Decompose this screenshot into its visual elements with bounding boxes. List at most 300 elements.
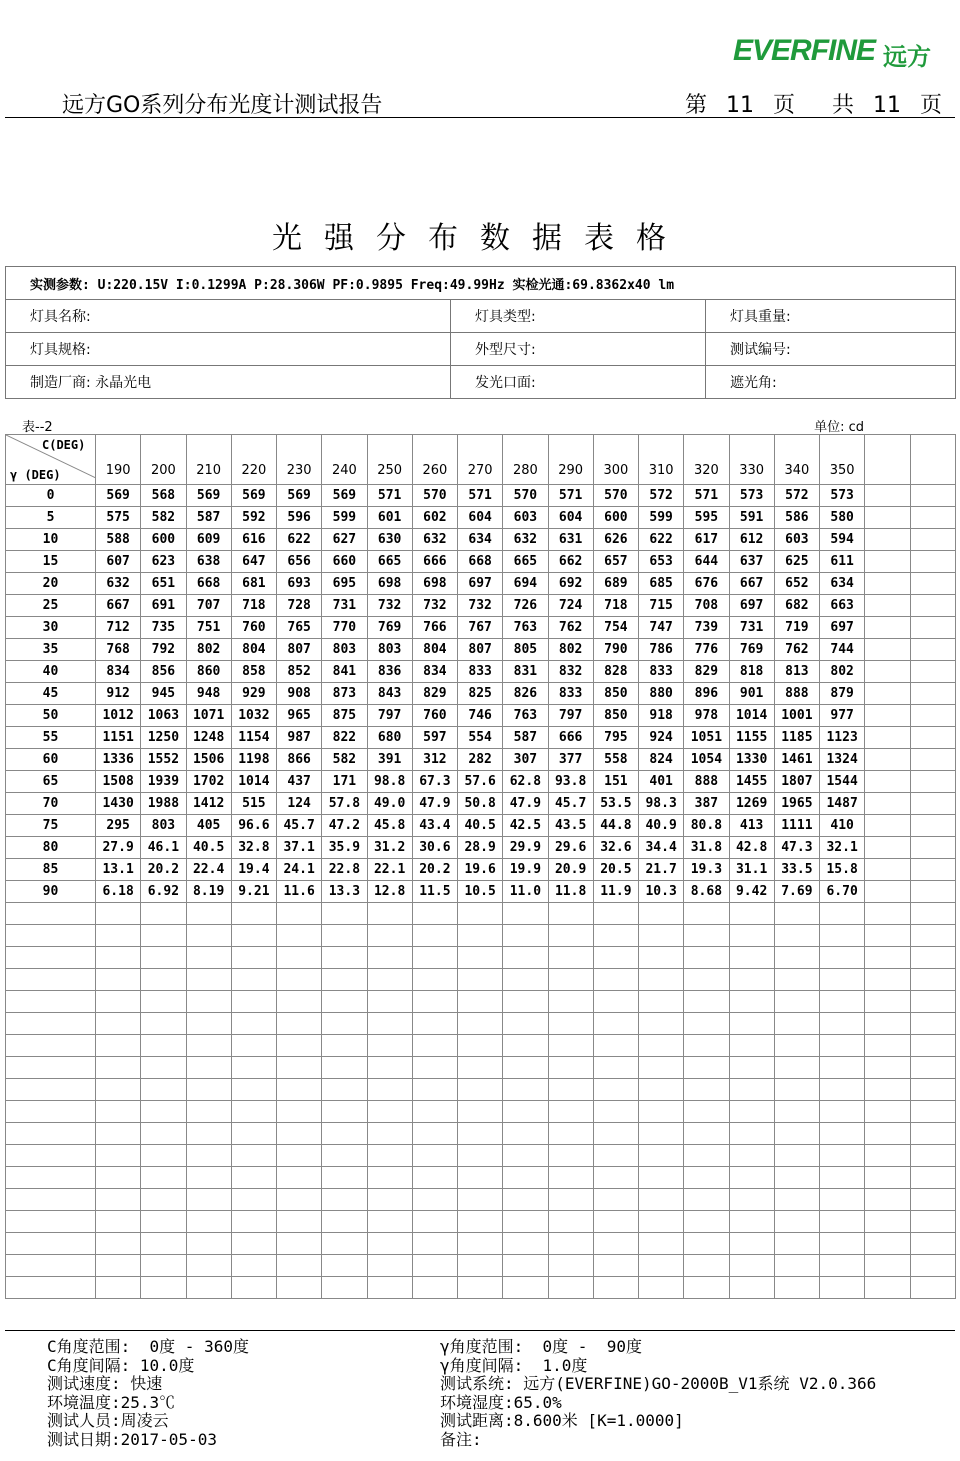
empty-cell	[277, 1057, 322, 1079]
empty-cell	[367, 1013, 412, 1035]
empty-cell	[910, 595, 956, 617]
empty-cell	[412, 1123, 457, 1145]
value-cell: 879	[820, 683, 865, 705]
empty-cell	[729, 1145, 774, 1167]
empty-cell	[458, 1167, 503, 1189]
empty-cell	[6, 1277, 96, 1299]
value-cell: 377	[548, 749, 593, 771]
gamma-cell: 80	[6, 837, 96, 859]
empty-cell	[548, 925, 593, 947]
empty-cell	[141, 1145, 186, 1167]
gamma-cell: 85	[6, 859, 96, 881]
empty-cell	[6, 1123, 96, 1145]
empty-cell	[141, 1277, 186, 1299]
value-cell: 945	[141, 683, 186, 705]
value-cell: 731	[729, 617, 774, 639]
value-cell: 803	[141, 815, 186, 837]
empty-cell	[910, 749, 956, 771]
empty-cell	[548, 1277, 593, 1299]
value-cell: 834	[96, 661, 141, 683]
value-cell: 768	[96, 639, 141, 661]
empty-cell	[503, 1277, 548, 1299]
value-cell: 588	[96, 529, 141, 551]
value-cell: 37.1	[277, 837, 322, 859]
empty-cell	[910, 661, 956, 683]
value-cell: 732	[458, 595, 503, 617]
empty-cell	[729, 1255, 774, 1277]
empty-cell	[231, 1123, 276, 1145]
page-number: 11	[725, 93, 754, 118]
empty-cell	[367, 925, 412, 947]
table-row	[6, 705, 956, 727]
value-cell: 776	[684, 639, 729, 661]
empty-cell	[593, 1277, 638, 1299]
empty-cell	[910, 551, 956, 573]
value-cell: 1430	[96, 793, 141, 815]
empty-cell	[231, 1189, 276, 1211]
value-cell: 22.1	[367, 859, 412, 881]
footer-right-line: γ角度间隔: 1.0度	[440, 1355, 588, 1375]
empty-cell	[910, 815, 956, 837]
empty-cell	[729, 1101, 774, 1123]
value-cell: 697	[458, 573, 503, 595]
empty-cell	[910, 1277, 956, 1299]
empty-cell	[774, 903, 819, 925]
empty-cell	[548, 1255, 593, 1277]
empty-cell	[910, 947, 956, 969]
value-cell: 622	[277, 529, 322, 551]
empty-cell	[548, 947, 593, 969]
value-cell: 632	[96, 573, 141, 595]
value-cell: 888	[684, 771, 729, 793]
empty-cell	[322, 947, 367, 969]
value-cell: 587	[503, 727, 548, 749]
value-cell: 1330	[729, 749, 774, 771]
empty-cell	[231, 1035, 276, 1057]
empty-cell	[684, 1035, 729, 1057]
value-cell: 601	[367, 507, 412, 529]
empty-cell	[231, 947, 276, 969]
empty-cell	[367, 903, 412, 925]
value-cell: 569	[322, 485, 367, 507]
empty-cell	[231, 903, 276, 925]
empty-cell	[548, 1057, 593, 1079]
value-cell: 626	[593, 529, 638, 551]
empty-cell	[322, 1101, 367, 1123]
value-cell: 760	[412, 705, 457, 727]
value-cell: 1461	[774, 749, 819, 771]
empty-cell	[503, 1145, 548, 1167]
value-cell: 824	[639, 749, 684, 771]
empty-cell	[774, 1123, 819, 1145]
empty-row	[6, 1123, 956, 1145]
empty-cell	[910, 1123, 956, 1145]
value-cell: 833	[639, 661, 684, 683]
empty-cell	[322, 903, 367, 925]
empty-cell	[367, 1035, 412, 1057]
empty-cell	[593, 1233, 638, 1255]
empty-cell	[322, 991, 367, 1013]
empty-cell	[910, 881, 956, 903]
empty-cell	[910, 969, 956, 991]
value-cell: 7.69	[774, 881, 819, 903]
table-row	[6, 595, 956, 617]
empty-cell	[458, 1101, 503, 1123]
empty-cell	[910, 1233, 956, 1255]
value-cell: 40.5	[458, 815, 503, 837]
value-cell: 592	[231, 507, 276, 529]
empty-cell	[865, 1035, 910, 1057]
lamp-type: 灯具类型:	[451, 300, 706, 333]
empty-cell	[141, 1101, 186, 1123]
empty-cell	[820, 1211, 865, 1233]
value-cell: 1051	[684, 727, 729, 749]
empty-cell	[186, 1013, 231, 1035]
empty-cell	[820, 903, 865, 925]
empty-cell	[367, 1145, 412, 1167]
empty-row	[6, 1013, 956, 1035]
empty-cell	[729, 1057, 774, 1079]
empty-cell	[729, 1277, 774, 1299]
value-cell: 697	[729, 595, 774, 617]
gamma-cell: 65	[6, 771, 96, 793]
empty-cell	[774, 1101, 819, 1123]
value-cell: 888	[774, 683, 819, 705]
value-cell: 804	[231, 639, 276, 661]
table-row	[6, 859, 956, 881]
empty-row	[6, 1167, 956, 1189]
value-cell: 763	[503, 617, 548, 639]
empty-cell	[96, 1189, 141, 1211]
empty-cell	[910, 1035, 956, 1057]
empty-cell	[322, 1123, 367, 1145]
empty-cell	[277, 1035, 322, 1057]
empty-cell	[231, 969, 276, 991]
empty-cell	[774, 925, 819, 947]
empty-cell	[186, 925, 231, 947]
empty-cell	[458, 1277, 503, 1299]
footer-left-line: 测试速度: 快速	[47, 1374, 163, 1393]
value-cell: 587	[186, 507, 231, 529]
value-cell: 603	[503, 507, 548, 529]
gamma-cell: 0	[6, 485, 96, 507]
empty-cell	[503, 1233, 548, 1255]
value-cell: 571	[458, 485, 503, 507]
empty-cell	[548, 1211, 593, 1233]
value-cell: 609	[186, 529, 231, 551]
empty-cell	[548, 991, 593, 1013]
value-cell: 850	[593, 683, 638, 705]
dimensions: 外型尺寸:	[451, 333, 706, 366]
total-pages: 11	[872, 93, 901, 118]
empty-cell	[231, 1057, 276, 1079]
value-cell: 312	[412, 749, 457, 771]
empty-cell	[322, 1255, 367, 1277]
value-cell: 1544	[820, 771, 865, 793]
footer-left-line: C角度范围: 0度 - 360度	[47, 1337, 249, 1356]
gamma-cell: 25	[6, 595, 96, 617]
value-cell: 515	[231, 793, 276, 815]
empty-cell	[639, 969, 684, 991]
empty-cell	[503, 1101, 548, 1123]
value-cell: 573	[729, 485, 774, 507]
value-cell: 98.8	[367, 771, 412, 793]
value-cell: 829	[412, 683, 457, 705]
empty-cell	[458, 947, 503, 969]
empty-cell	[231, 1277, 276, 1299]
empty-cell	[6, 991, 96, 1013]
empty-cell	[593, 1189, 638, 1211]
total-prefix: 共	[831, 93, 854, 118]
empty-cell	[186, 991, 231, 1013]
value-cell: 405	[186, 815, 231, 837]
value-cell: 49.0	[367, 793, 412, 815]
empty-cell	[277, 925, 322, 947]
empty-column-header	[910, 435, 956, 485]
table-row	[6, 683, 956, 705]
empty-cell	[865, 705, 910, 727]
value-cell: 1506	[186, 749, 231, 771]
value-cell: 599	[322, 507, 367, 529]
empty-row	[6, 1233, 956, 1255]
value-cell: 600	[141, 529, 186, 551]
empty-cell	[367, 1057, 412, 1079]
table-row	[6, 749, 956, 771]
empty-cell	[593, 1123, 638, 1145]
empty-cell	[503, 1035, 548, 1057]
empty-cell	[593, 1057, 638, 1079]
value-cell: 44.8	[593, 815, 638, 837]
column-header: 300	[593, 435, 638, 485]
footer-right-line: 测试距离:8.600米 [K=1.0000]	[440, 1411, 684, 1430]
value-cell: 8.19	[186, 881, 231, 903]
value-cell: 1336	[96, 749, 141, 771]
gamma-cell: 10	[6, 529, 96, 551]
empty-cell	[6, 1145, 96, 1167]
table-row	[6, 573, 956, 595]
empty-cell	[684, 1145, 729, 1167]
empty-cell	[639, 1277, 684, 1299]
empty-cell	[322, 1013, 367, 1035]
empty-cell	[729, 1167, 774, 1189]
empty-cell	[503, 947, 548, 969]
value-cell: 413	[729, 815, 774, 837]
empty-cell	[684, 1211, 729, 1233]
footer-right-line: 测试系统: 远方(EVERFINE)GO-2000B_V1系统 V2.0.366	[440, 1374, 877, 1393]
value-cell: 10.5	[458, 881, 503, 903]
value-cell: 1155	[729, 727, 774, 749]
empty-cell	[367, 1189, 412, 1211]
empty-cell	[684, 991, 729, 1013]
empty-cell	[593, 1035, 638, 1057]
corner-header	[6, 435, 96, 485]
empty-cell	[367, 1167, 412, 1189]
value-cell: 712	[96, 617, 141, 639]
empty-cell	[277, 1013, 322, 1035]
empty-cell	[639, 1211, 684, 1233]
empty-cell	[141, 903, 186, 925]
empty-cell	[865, 881, 910, 903]
empty-row	[6, 903, 956, 925]
empty-cell	[729, 1035, 774, 1057]
value-cell: 841	[322, 661, 367, 683]
value-cell: 634	[820, 573, 865, 595]
value-cell: 732	[412, 595, 457, 617]
empty-cell	[593, 925, 638, 947]
value-cell: 9.21	[231, 881, 276, 903]
value-cell: 708	[684, 595, 729, 617]
value-cell: 580	[820, 507, 865, 529]
value-cell: 965	[277, 705, 322, 727]
value-cell: 8.68	[684, 881, 729, 903]
empty-cell	[367, 1123, 412, 1145]
empty-cell	[729, 1233, 774, 1255]
empty-cell	[910, 617, 956, 639]
value-cell: 12.8	[367, 881, 412, 903]
empty-cell	[684, 1101, 729, 1123]
empty-cell	[820, 947, 865, 969]
empty-cell	[458, 1255, 503, 1277]
value-cell: 437	[277, 771, 322, 793]
value-cell: 43.4	[412, 815, 457, 837]
value-cell: 387	[684, 793, 729, 815]
value-cell: 622	[639, 529, 684, 551]
value-cell: 32.6	[593, 837, 638, 859]
empty-cell	[6, 1013, 96, 1035]
value-cell: 843	[367, 683, 412, 705]
value-cell: 171	[322, 771, 367, 793]
value-cell: 1455	[729, 771, 774, 793]
gamma-cell: 70	[6, 793, 96, 815]
value-cell: 571	[548, 485, 593, 507]
value-cell: 698	[367, 573, 412, 595]
value-cell: 695	[322, 573, 367, 595]
empty-cell	[774, 1013, 819, 1035]
empty-cell	[865, 1013, 910, 1035]
empty-cell	[277, 1211, 322, 1233]
column-header: 330	[729, 435, 774, 485]
value-cell: 554	[458, 727, 503, 749]
empty-cell	[367, 1233, 412, 1255]
value-cell: 62.8	[503, 771, 548, 793]
empty-cell	[412, 947, 457, 969]
value-cell: 697	[820, 617, 865, 639]
empty-cell	[186, 1233, 231, 1255]
value-cell: 852	[277, 661, 322, 683]
empty-cell	[593, 1211, 638, 1233]
empty-cell	[322, 1233, 367, 1255]
value-cell: 595	[684, 507, 729, 529]
value-cell: 67.3	[412, 771, 457, 793]
value-cell: 53.5	[593, 793, 638, 815]
empty-cell	[865, 529, 910, 551]
value-cell: 1032	[231, 705, 276, 727]
empty-cell	[865, 969, 910, 991]
empty-cell	[865, 595, 910, 617]
empty-cell	[186, 969, 231, 991]
value-cell: 828	[593, 661, 638, 683]
empty-row	[6, 947, 956, 969]
empty-cell	[367, 991, 412, 1013]
empty-cell	[367, 969, 412, 991]
lamp-weight: 灯具重量:	[706, 300, 956, 333]
value-cell: 32.1	[820, 837, 865, 859]
value-cell: 803	[322, 639, 367, 661]
value-cell: 603	[774, 529, 819, 551]
page-prefix: 第	[684, 93, 707, 118]
value-cell: 760	[231, 617, 276, 639]
gamma-cell: 5	[6, 507, 96, 529]
empty-cell	[684, 1167, 729, 1189]
value-cell: 558	[593, 749, 638, 771]
gamma-cell: 90	[6, 881, 96, 903]
empty-cell	[729, 991, 774, 1013]
empty-cell	[367, 1101, 412, 1123]
value-cell: 681	[231, 573, 276, 595]
value-cell: 31.8	[684, 837, 729, 859]
empty-cell	[412, 969, 457, 991]
value-cell: 735	[141, 617, 186, 639]
value-cell: 42.5	[503, 815, 548, 837]
empty-cell	[322, 1057, 367, 1079]
empty-cell	[412, 925, 457, 947]
value-cell: 295	[96, 815, 141, 837]
value-cell: 30.6	[412, 837, 457, 859]
value-cell: 19.9	[503, 859, 548, 881]
value-cell: 21.7	[639, 859, 684, 881]
empty-cell	[548, 1145, 593, 1167]
empty-cell	[412, 1145, 457, 1167]
empty-cell	[865, 1167, 910, 1189]
empty-cell	[820, 1277, 865, 1299]
empty-cell	[865, 639, 910, 661]
empty-cell	[6, 1233, 96, 1255]
gamma-deg-label: γ (DEG)	[10, 468, 61, 482]
empty-cell	[548, 1079, 593, 1101]
empty-cell	[231, 1233, 276, 1255]
empty-cell	[277, 1233, 322, 1255]
value-cell: 20.2	[141, 859, 186, 881]
value-cell: 739	[684, 617, 729, 639]
value-cell: 569	[96, 485, 141, 507]
empty-cell	[322, 1167, 367, 1189]
empty-cell	[639, 1035, 684, 1057]
value-cell: 790	[593, 639, 638, 661]
empty-row	[6, 1035, 956, 1057]
empty-cell	[367, 1079, 412, 1101]
value-cell: 572	[774, 485, 819, 507]
empty-cell	[910, 903, 956, 925]
value-cell: 912	[96, 683, 141, 705]
empty-cell	[910, 1167, 956, 1189]
empty-cell	[96, 1057, 141, 1079]
empty-cell	[865, 551, 910, 573]
empty-cell	[412, 1189, 457, 1211]
value-cell: 638	[186, 551, 231, 573]
value-cell: 807	[277, 639, 322, 661]
empty-cell	[548, 1189, 593, 1211]
value-cell: 46.1	[141, 837, 186, 859]
value-cell: 151	[593, 771, 638, 793]
empty-cell	[684, 1277, 729, 1299]
value-cell: 1487	[820, 793, 865, 815]
empty-cell	[458, 1145, 503, 1167]
value-cell: 685	[639, 573, 684, 595]
empty-cell	[458, 1079, 503, 1101]
value-cell: 27.9	[96, 837, 141, 859]
empty-cell	[865, 903, 910, 925]
value-cell: 693	[277, 573, 322, 595]
